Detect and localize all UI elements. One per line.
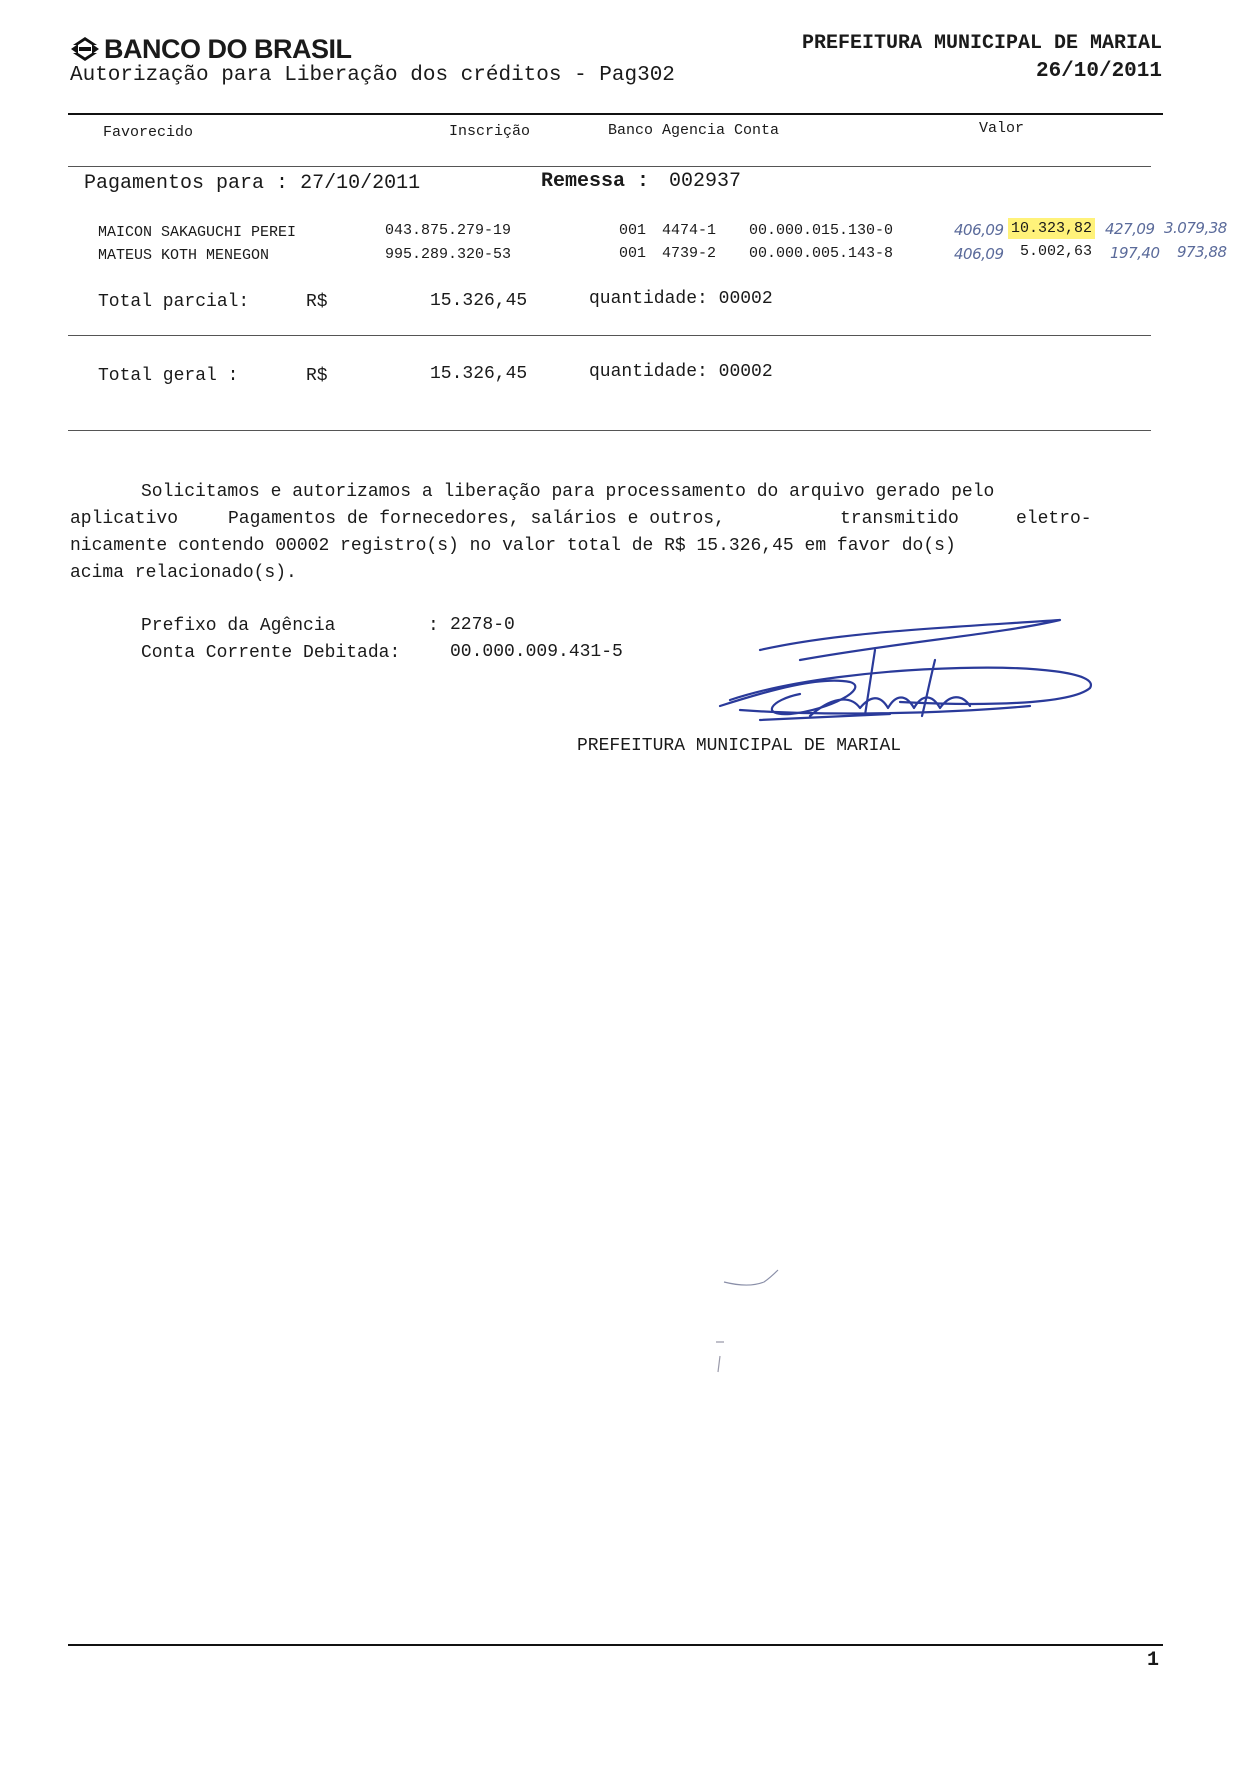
general-total-label: Total geral :	[98, 366, 239, 386]
partial-quantity-value: 00002	[718, 289, 773, 309]
row-2-name: MATEUS KOTH MENEGON	[98, 247, 270, 264]
row-2-valor: 5.002,63	[1020, 243, 1093, 260]
payments-for-label: Pagamentos para :	[84, 172, 289, 195]
agency-prefix-value: 2278-0	[450, 615, 515, 635]
bank-name: BANCO DO BRASIL	[104, 33, 352, 64]
footer-divider	[68, 1644, 1163, 1646]
row-2-conta: 00.000.005.143-8	[749, 245, 894, 262]
general-divider	[68, 430, 1151, 431]
column-valor: Valor	[979, 120, 1025, 137]
page-number: 1	[1147, 1649, 1160, 1672]
partial-total-currency: R$	[306, 292, 328, 312]
remessa-label: Remessa :	[541, 170, 650, 193]
stray-pen-mark-1	[722, 1268, 782, 1298]
row-2-handwritten-after-2: 973,88	[1177, 243, 1227, 261]
header-divider	[68, 113, 1163, 115]
signer-name: PREFEITURA MUNICIPAL DE MARIAL	[577, 736, 902, 756]
partial-total-amount: 15.326,45	[430, 291, 528, 311]
columns-divider	[68, 166, 1151, 167]
body-line-2a: aplicativo	[70, 509, 179, 529]
payments-date: 27/10/2011	[300, 172, 421, 195]
body-line-2d: eletro-	[1016, 509, 1092, 529]
body-line-2b: Pagamentos de fornecedores, salários e outros,	[228, 509, 725, 529]
column-favorecido: Favorecido	[103, 124, 194, 141]
row-2-inscricao: 995.289.320-53	[385, 246, 512, 263]
row-2-handwritten-before: 406,09	[954, 245, 1004, 263]
remessa	[541, 170, 741, 193]
row-1-handwritten-before: 406,09	[954, 221, 1004, 239]
body-line-3: nicamente contendo 00002 registro(s) no valor total de R$ 15.326,45 em favor do(s)	[70, 536, 956, 556]
general-quantity-label: quantidade:	[589, 362, 708, 382]
body-line-4: acima relacionado(s).	[70, 563, 297, 583]
row-1-name: MAICON SAKAGUCHI PEREI	[98, 224, 297, 241]
row-1-banco: 001	[619, 222, 647, 239]
row-1-handwritten-after-2: 3.079,38	[1164, 219, 1227, 237]
row-2-handwritten-after-1: 197,40	[1110, 244, 1160, 262]
row-1-handwritten-after-1: 427,09	[1105, 220, 1155, 238]
partial-total-label: Total parcial:	[98, 292, 250, 312]
row-2-agencia: 4739-2	[662, 245, 717, 262]
body-line-2	[70, 509, 1100, 529]
bank-logo	[70, 32, 352, 66]
column-inscricao: Inscrição	[449, 123, 531, 140]
general-total-currency: R$	[306, 366, 328, 386]
general-total-amount: 15.326,45	[430, 364, 528, 384]
row-1-inscricao: 043.875.279-19	[385, 222, 512, 239]
row-1-conta: 00.000.015.130-0	[749, 222, 894, 239]
general-quantity-value: 00002	[718, 362, 773, 382]
general-quantity	[589, 362, 773, 382]
remessa-number: 002937	[669, 170, 742, 193]
stray-pen-mark-2	[712, 1338, 732, 1378]
handwritten-signature	[700, 610, 1100, 750]
banco-do-brasil-logo-icon	[70, 35, 100, 63]
row-2-banco: 001	[619, 245, 647, 262]
partial-quantity-label: quantidade:	[589, 289, 708, 309]
debited-account-value: 00.000.009.431-5	[450, 642, 623, 662]
partial-quantity	[589, 289, 773, 309]
agency-prefix-separator: :	[428, 616, 439, 636]
row-1-valor: 10.323,82	[1008, 218, 1095, 239]
document-date: 26/10/2011	[1035, 60, 1162, 83]
column-banco-agencia-conta: Banco Agencia Conta	[608, 122, 780, 139]
entity-name: PREFEITURA MUNICIPAL DE MARIAL	[801, 32, 1162, 55]
row-1-agencia: 4474-1	[662, 222, 717, 239]
document-title: Autorização para Liberação dos créditos - Pag302	[70, 64, 675, 87]
agency-prefix-label: Prefixo da Agência	[141, 616, 336, 636]
debited-account-label: Conta Corrente Debitada:	[141, 643, 401, 663]
body-line-2c: transmitido	[840, 509, 959, 529]
payments-label	[84, 172, 420, 195]
partial-divider	[68, 335, 1151, 336]
body-line-1: Solicitamos e autorizamos a liberação para processamento do arquivo gerado pelo	[141, 482, 995, 502]
